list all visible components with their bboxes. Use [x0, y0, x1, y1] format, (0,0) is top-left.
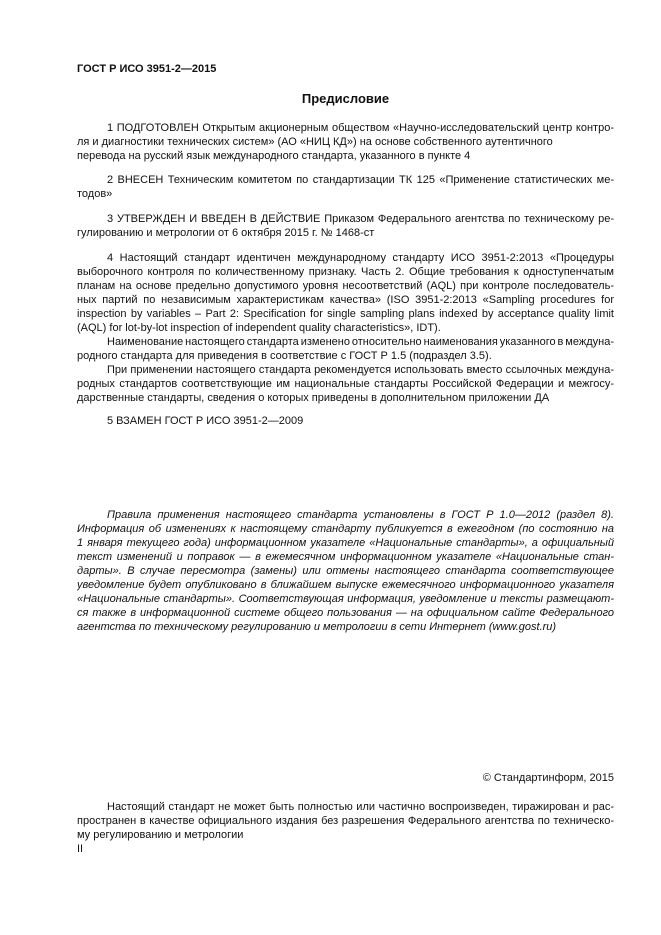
foreword-item-4: [77, 251, 614, 405]
page-number: II: [77, 843, 84, 855]
item-4-reference-note-line: дарственные стандарты, сведения о которых приведены в дополнительном приложении ДА: [77, 392, 550, 404]
foreword-item-1: [77, 121, 614, 163]
reproduction-line: му регулированию и метрологии: [77, 829, 244, 841]
reproduction-notice: [77, 800, 614, 842]
item-4-title-note-line: родного стандарта для приведения в соответствие с ГОСТ Р 1.5 (подраздел 3.5).: [77, 350, 492, 362]
item-4-reference-note-line: При применении настоящего стандарта рекомендуется использовать вместо ссылочных междуна-: [107, 364, 614, 376]
item-4-line: inspection by variables – Part 2: Specification for single sampling plans indexed by acceptance quality limit: [77, 308, 614, 320]
item-4-title-note-line: Наименование настоящего стандарта изменено относительно наименования указанного в междуна-: [107, 336, 614, 348]
item-4-line: планам на основе предельно допустимого уровня несоответствий (AQL) при контроле последователь-: [77, 280, 614, 292]
reproduction-line: Настоящий стандарт не может быть полностью или частично воспроизведен, тиражирован и рас-: [107, 801, 614, 813]
item-1-line: ля и диагностики технических систем» (АО «НИЦ КД») на основе собственного аутентичного: [77, 136, 553, 148]
notice-line: дарты». В случае пересмотра (замены) или отмены настоящего стандарта соответствующее: [77, 565, 614, 577]
notice-line: текст изменений и поправок — в ежемесячном информационном указателе «Национальные стан-: [77, 551, 614, 563]
item-2-line: 2 ВНЕСЕН Техническим комитетом по стандартизации ТК 125 «Применение статистических ме-: [107, 174, 614, 186]
notice-line: «Национальные стандарты». Соответствующая информация, уведомление и тексты размещают-: [77, 593, 614, 605]
item-2-line: тодов»: [77, 188, 113, 200]
item-5-line: 5 ВЗАМЕН ГОСТ Р ИСО 3951-2—2009: [107, 415, 304, 427]
item-3-line: гулированию и метрологии от 6 октября 2015 г. № 1468-ст: [77, 227, 375, 239]
foreword-item-2: [77, 173, 614, 201]
foreword-item-3: [77, 212, 614, 240]
item-4-line: ных партий по независимым характеристикам качества» (ISO 3951-2:2013 «Sampling procedures for: [77, 294, 614, 306]
item-4-line: выборочного контроля по количественному признаку. Часть 2. Общие требования к одноступенчатым: [77, 266, 614, 278]
notice-line: 1 января текущего года) информационном указателе «Национальные стандарты», а официальный: [77, 537, 614, 549]
copyright: © Стандартинформ, 2015: [482, 772, 614, 784]
notice-line: ся также в информационной системе общего пользования — на официальном сайте Федерального: [77, 607, 614, 619]
item-4-line: 4 Настоящий стандарт идентичен международному стандарту ИСО 3951-2:2013 «Процедуры: [107, 252, 614, 264]
foreword-title: Предисловие: [301, 91, 390, 106]
document-code: ГОСТ Р ИСО 3951-2—2015: [77, 63, 217, 75]
item-4-reference-note-line: родных стандартов соответствующие им национальные стандарты Российской Федерации и межгосу-: [77, 378, 614, 390]
reproduction-line: пространен в качестве официального издания без разрешения Федерального агентства по техническо-: [77, 815, 614, 827]
official-notice: [77, 508, 614, 634]
item-3-line: 3 УТВЕРЖДЕН И ВВЕДЕН В ДЕЙСТВИЕ Приказом Федерального агентства по техническому ре-: [107, 213, 614, 225]
notice-line: агентства по техническому регулированию и метрологии в сети Интернет (www.gost.ru): [77, 621, 557, 633]
item-1-line: перевода на русский язык международного стандарта, указанного в пункте 4: [77, 150, 471, 162]
notice-line: уведомление будет опубликовано в ближайшем выпуске ежемесячного информационного указателя: [77, 579, 614, 591]
notice-line: Правила применения настоящего стандарта установлены в ГОСТ Р 1.0—2012 (раздел 8).: [107, 509, 614, 521]
notice-line: Информация об изменениях к настоящему стандарту публикуется в ежегодном (по состоянию на: [77, 523, 614, 535]
foreword-item-5: [77, 414, 614, 428]
item-1-line: 1 ПОДГОТОВЛЕН Открытым акционерным обществом «Научно-исследовательский центр контро-: [107, 122, 614, 134]
item-4-line: (AQL) for lot-by-lot inspection of independent quality characteristics», IDT).: [77, 322, 441, 334]
